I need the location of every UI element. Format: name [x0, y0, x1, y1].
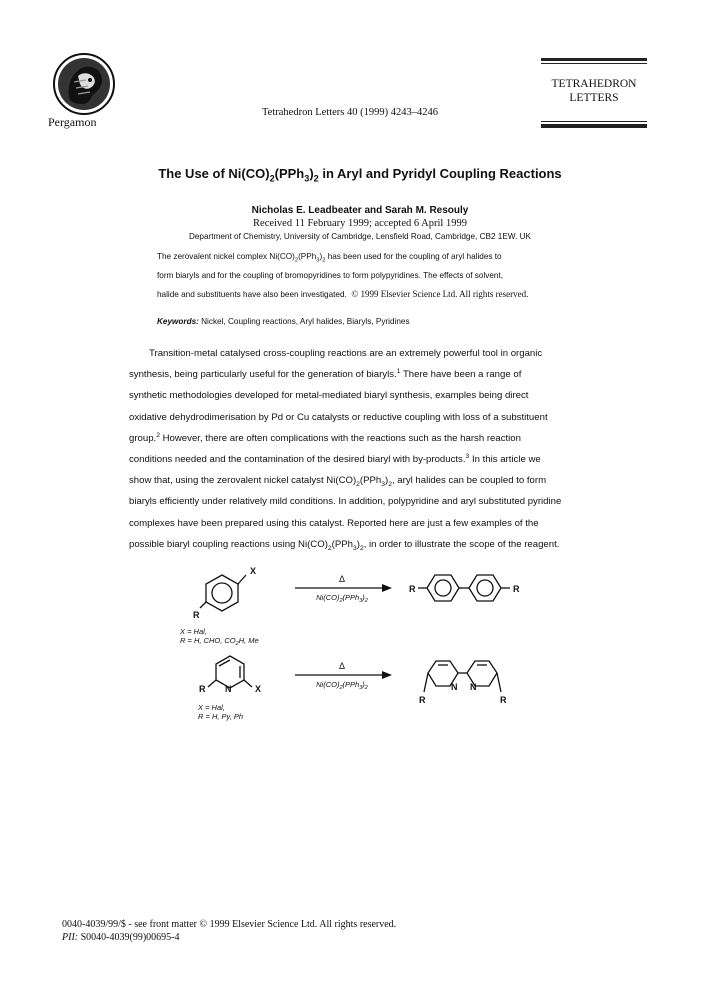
article-title: The Use of $Ni(CO)_2(PPh_3)_2$ in Aryl and Pyridyl Coupling Reactions: [158, 166, 562, 184]
body-line: group.$^2$ However, there are often complications with the reactions such as the harsh reaction: [129, 431, 521, 444]
label-n-pyridine: N: [225, 684, 232, 694]
masthead-rule-top: [541, 58, 647, 61]
delta-symbol: Δ: [338, 661, 346, 671]
body-line: possible biaryl coupling reactions using $Ni(CO)_2(PPh_3)_2$, in order to illustrate the scope of the reagent.: [129, 538, 560, 552]
body-paragraph: [129, 343, 587, 555]
aromatic-circle: [212, 583, 232, 603]
reaction-scheme: [160, 560, 560, 730]
body-line: complexes have been prepared using this catalyst. Reported here are just a few examples of the: [129, 517, 539, 529]
delta-symbol: Δ: [338, 574, 346, 584]
keywords-label: Keywords:: [157, 317, 199, 326]
conditions-1-line1: X = Hal,: [180, 627, 207, 636]
masthead-rule-bottom-thin: [541, 121, 647, 122]
journal-name: [541, 77, 647, 105]
elsevier-tree-logo-icon: [52, 52, 116, 116]
body-line: Transition-metal catalysed cross-coupling reactions are an extremely powerful tool in organic: [149, 348, 543, 359]
label-x-pyridine: X: [255, 684, 262, 694]
journal-name-line1: TETRAHEDRON: [551, 78, 637, 90]
copyright-line: 0040-4039/99/$ - see front matter © 1999 Elsevier Science Ltd. All rights reserved.: [62, 919, 397, 930]
abstract-line-2: form biaryls and for the coupling of bromopyridines to form polypyridines. The effects of solvent,: [157, 271, 504, 280]
masthead-rule-bottom: [541, 124, 647, 128]
label-n-left: N: [451, 682, 458, 692]
biaryl-ring-right: [469, 575, 501, 601]
keywords-list: Nickel, Coupling reactions, Aryl halides, Biaryls, Pyridines: [201, 317, 410, 326]
abstract: [157, 247, 597, 304]
arrow-head-1: [382, 584, 392, 592]
pii-label: PII:: [62, 932, 79, 943]
conditions-2-line1: X = Hal,: [198, 703, 225, 712]
label-r-left: R: [419, 695, 426, 705]
biaryl-ring-left: [427, 575, 459, 601]
reagent-label: $Ni(CO)_2(PPh_3)_2$: [316, 680, 368, 691]
benzene-ring-reactant: [206, 575, 238, 611]
product-r-left: R: [409, 584, 416, 594]
journal-reference: Tetrahedron Letters 40 (1999) 4243–4246: [262, 107, 438, 118]
label-r: R: [193, 610, 200, 620]
body-line: show that, using the zerovalent nickel catalyst $Ni(CO)_2(PPh_3)_2$, aryl halides can be coupled to form: [129, 475, 547, 489]
publisher-name: Pergamon: [48, 115, 97, 129]
pii-line: [62, 932, 180, 943]
abstract-line-3: halide and substituents have also been investigated. © 1999 Elsevier Science Ltd. All rights reserved.: [157, 289, 529, 299]
abstract-line-1: The zerovalent nickel complex $Ni(CO)_2(PPh_3)_2$ has been used for the coupling of aryl halides to: [157, 252, 502, 264]
body-line: biaryls efficiently under relatively mild conditions. In addition, polypyridine and aryl substituted pyridine: [129, 496, 562, 508]
journal-name-line2: LETTERS: [569, 92, 619, 104]
body-line: conditions needed and the contamination of the desired biaryl with by-products.$^3$ In this article we: [129, 452, 541, 466]
label-x: X: [250, 566, 257, 576]
body-line: oxidative dehydrodimerisation by Pd or Cu catalysts or reductive coupling with loss of a substituent: [129, 411, 548, 423]
reagent-label: $Ni(CO)_2(PPh_3)_2$: [316, 593, 368, 604]
label-n-right: N: [470, 682, 477, 692]
pii-value: S0040-4039(99)00695-4: [80, 932, 180, 943]
label-r-pyridine: R: [199, 684, 206, 694]
masthead-rule-top-thin: [541, 63, 647, 64]
received-dates: Received 11 February 1999; accepted 6 April 1999: [253, 218, 467, 229]
label-r-right: R: [500, 695, 507, 705]
conditions-1-line2: R = H, CHO, $CO_2H$, Me: [180, 636, 259, 647]
arrow-head-2: [382, 671, 392, 679]
keywords: [157, 317, 410, 326]
conditions-2-line2: R = H, Py, Ph: [198, 712, 244, 721]
product-r-right: R: [513, 584, 520, 594]
body-line: synthesis, being particularly useful for the generation of biaryls.$^1$ There have been a range of: [129, 368, 522, 381]
affiliation: Department of Chemistry, University of Cambridge, Lensfield Road, Cambridge, CB2 1EW. UK: [188, 232, 532, 241]
article-authors: Nicholas E. Leadbeater and Sarah M. Resouly: [251, 205, 469, 216]
body-line: synthetic methodologies developed for metal-mediated biaryl synthesis, examples being direct: [129, 390, 529, 402]
